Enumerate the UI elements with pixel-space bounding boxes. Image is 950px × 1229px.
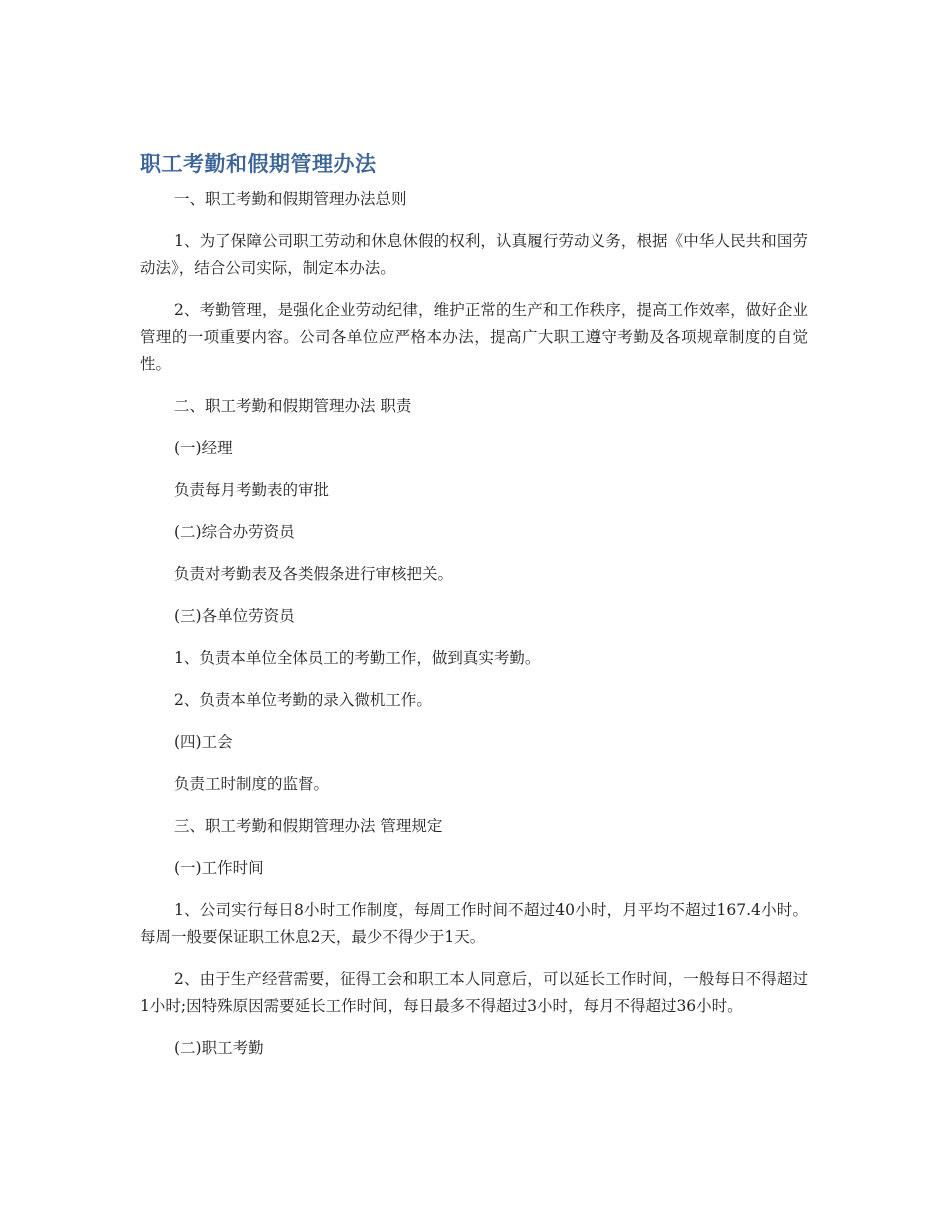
subheading-manager: (一)经理	[174, 439, 233, 457]
paragraph-working-hours-1: 1、公司实行每日8小时工作制度，每周工作时间不超过40小时，月平均不超过167.4小时。每周一般要保证职工休息2天，最少不得少于1天。	[140, 901, 808, 946]
paragraph-unit-clerk-duty-2: 2、负责本单位考勤的录入微机工作。	[174, 691, 432, 709]
document-page	[140, 148, 808, 1077]
document-title: 职工考勤和假期管理办法	[140, 152, 377, 176]
paragraph-working-hours-2: 2、由于生产经营需要，征得工会和职工本人同意后，可以延长工作时间，一般每日不得超过1小时;因特殊原因需要延长工作时间，每日最多不得超过3小时，每月不得超过36小时。	[140, 970, 808, 1015]
document-body	[140, 186, 808, 1062]
paragraph-office-clerk-duty: 负责对考勤表及各类假条进行审核把关。	[174, 565, 454, 583]
section-heading-duties: 二、职工考勤和假期管理办法 职责	[174, 397, 412, 415]
subheading-unit-clerk: (三)各单位劳资员	[174, 607, 295, 625]
subheading-staff-attendance: (二)职工考勤	[174, 1039, 264, 1057]
paragraph-union-duty: 负责工时制度的监督。	[174, 775, 330, 793]
subheading-union: (四)工会	[174, 733, 233, 751]
subheading-working-hours: (一)工作时间	[174, 859, 264, 877]
paragraph-attendance-management: 2、考勤管理，是强化企业劳动纪律，维护正常的生产和工作秩序，提高工作效率，做好企业管理的一项重要内容。公司各单位应严格本办法，提高广大职工遵守考勤及各项规章制度的自觉性。	[140, 301, 808, 373]
section-heading-general: 一、职工考勤和假期管理办法总则	[174, 190, 407, 208]
section-heading-regulations: 三、职工考勤和假期管理办法 管理规定	[174, 817, 443, 835]
subheading-office-clerk: (二)综合办劳资员	[174, 523, 295, 541]
paragraph-unit-clerk-duty-1: 1、负责本单位全体员工的考勤工作，做到真实考勤。	[174, 649, 541, 667]
paragraph-manager-duty: 负责每月考勤表的审批	[174, 481, 330, 499]
paragraph-purpose: 1、为了保障公司职工劳动和休息休假的权利，认真履行劳动义务，根据《中华人民共和国劳动法》，结合公司实际，制定本办法。	[140, 232, 808, 277]
